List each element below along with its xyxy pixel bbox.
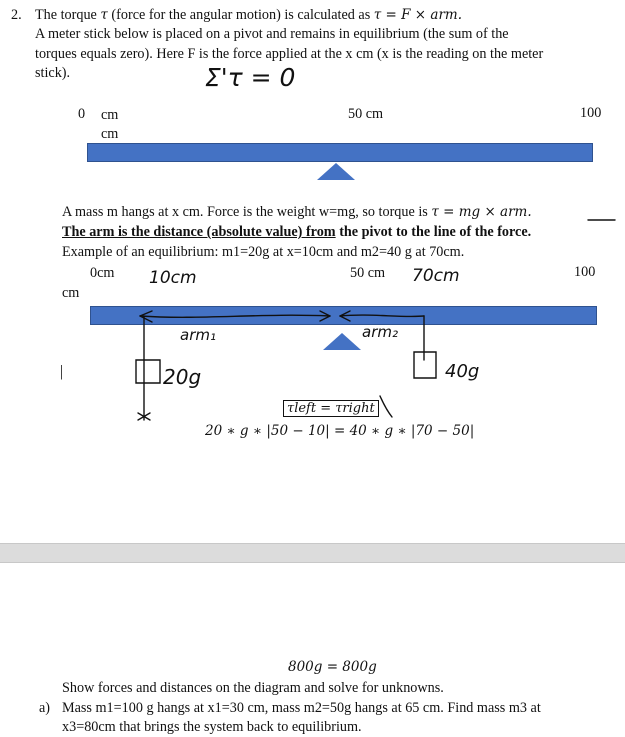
arm-definition-underlined: The arm is the distance (absolute value) — [62, 224, 306, 240]
handwritten-mass-20g: 20g — [163, 365, 202, 389]
part-a-question-line-2: x3=80cm that brings the system back to equilibrium. — [62, 719, 362, 735]
stick1-label-50: 50 cm — [348, 106, 384, 122]
example-line-3: Example of an equilibrium: m1=20g at x=10cm and m2=40 g at 70cm. — [62, 244, 465, 260]
example-line-1-text: A mass m hangs at x cm. Force is the weight w=mg, so torque is — [62, 204, 432, 220]
problem-line-3: torques equals zero). Here F is the force applied at the x cm (x is the reading on the meter — [35, 46, 544, 62]
mass-box-1 — [136, 360, 160, 383]
problem-number: 2. — [11, 7, 22, 23]
weight-torque-formula: τ = mg × arm. — [431, 204, 532, 220]
torque-formula: τ = F × arm. — [373, 7, 462, 23]
stick2-label-0cm: 0cm — [90, 265, 115, 281]
stick2-label-50: 50 cm — [350, 265, 386, 281]
problem-line-2: A meter stick below is placed on a pivot and remains in equilibrium (the sum of the — [35, 26, 509, 42]
page-break — [0, 543, 625, 563]
stick1-label-cm: cm — [101, 107, 119, 123]
equilibrium-calculation: 20 ∗ g ∗ |50 − 10| = 40 ∗ g ∗ |70 − 50| — [205, 423, 475, 439]
handwritten-arm1: arm₁ — [180, 326, 216, 344]
mass-box-2 — [414, 352, 436, 378]
bracket-right — [380, 396, 392, 417]
result-equation: 800g = 800g — [288, 659, 377, 675]
problem-line-4: stick). — [35, 65, 71, 81]
part-a-question-line-1: Mass m1=100 g hangs at x1=30 cm, mass m2=50g hangs at 65 cm. Find mass m3 at — [62, 700, 541, 716]
handwritten-mass-40g: 40g — [445, 361, 480, 382]
arm1-arrow-line — [140, 315, 330, 317]
handwritten-arm2: arm₂ — [362, 323, 398, 341]
arm-definition-rest: the pivot to the line of the force. — [335, 224, 532, 240]
part-a-label: a) — [39, 700, 51, 716]
stick1-label-0: 0 — [78, 106, 86, 122]
line1-text-b: (force for the angular motion) is calculated as — [107, 7, 374, 23]
stick2-label-100: 100 — [574, 264, 596, 280]
stick1-label-cm-2: cm — [101, 126, 119, 142]
arm2-arrow-line — [340, 315, 424, 316]
torque-balance-equation: τleft = τright — [283, 400, 379, 417]
part-a-instruction: Show forces and distances on the diagram and solve for unknowns. — [62, 680, 444, 696]
tau-symbol: τ — [100, 7, 108, 23]
stick2-label-cm: cm — [62, 285, 80, 301]
handwritten-10cm: 10cm — [149, 268, 197, 288]
handwritten-70cm: 70cm — [412, 266, 460, 286]
stick1-label-100: 100 — [580, 105, 602, 121]
arm-from: from — [305, 224, 336, 240]
line1-text-a: The torque — [35, 7, 101, 23]
text-cursor: | — [60, 363, 64, 380]
handwritten-sum-torques: Σ'τ = 0 — [205, 63, 296, 92]
ink-marks — [136, 220, 615, 420]
